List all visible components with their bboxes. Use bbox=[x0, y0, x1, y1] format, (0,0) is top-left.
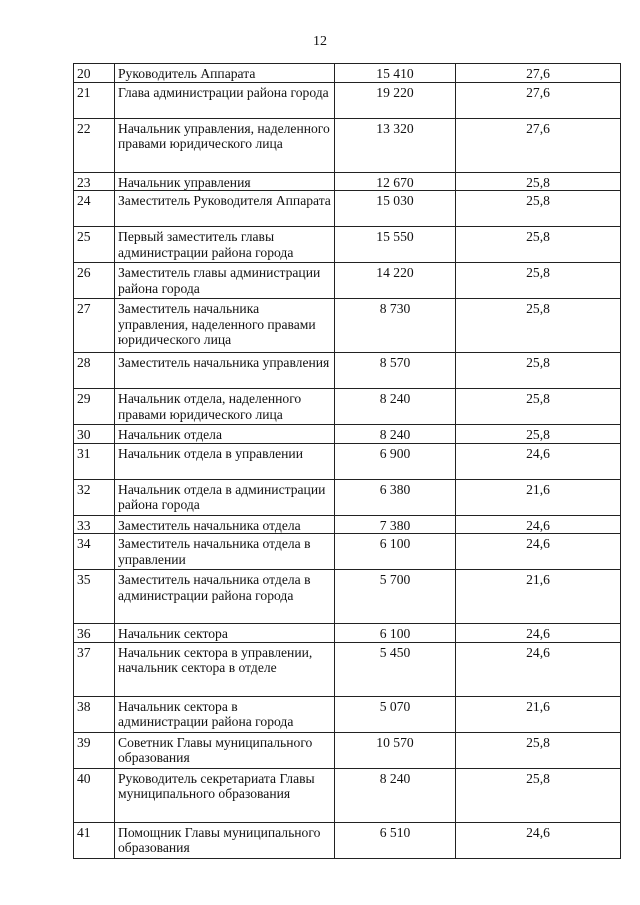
coefficient: 21,6 bbox=[456, 479, 621, 515]
table-row bbox=[74, 443, 621, 479]
position-title: Заместитель начальника отдела bbox=[115, 515, 335, 534]
coefficient: 25,8 bbox=[456, 172, 621, 191]
coefficient: 24,6 bbox=[456, 443, 621, 479]
row-number: 24 bbox=[74, 191, 115, 227]
table-row bbox=[74, 570, 621, 624]
coefficient: 25,8 bbox=[456, 227, 621, 263]
table-row bbox=[74, 227, 621, 263]
table-row bbox=[74, 696, 621, 732]
coefficient: 25,8 bbox=[456, 768, 621, 822]
position-title: Заместитель Руководителя Аппарата bbox=[115, 191, 335, 227]
coefficient: 24,6 bbox=[456, 534, 621, 570]
salary-amount: 6 380 bbox=[335, 479, 456, 515]
coefficient: 24,6 bbox=[456, 642, 621, 696]
table-row bbox=[74, 299, 621, 353]
position-title: Заместитель начальника управления, наделенного правами юридического лица bbox=[115, 299, 335, 353]
position-title: Начальник отдела в управлении bbox=[115, 443, 335, 479]
salary-amount: 8 240 bbox=[335, 768, 456, 822]
coefficient: 27,6 bbox=[456, 64, 621, 83]
row-number: 25 bbox=[74, 227, 115, 263]
position-title: Помощник Главы муниципального образования bbox=[115, 822, 335, 858]
salary-amount: 6 900 bbox=[335, 443, 456, 479]
salary-amount: 7 380 bbox=[335, 515, 456, 534]
row-number: 26 bbox=[74, 263, 115, 299]
position-title: Заместитель начальника отдела в управлении bbox=[115, 534, 335, 570]
row-number: 35 bbox=[74, 570, 115, 624]
table-row bbox=[74, 624, 621, 643]
row-number: 23 bbox=[74, 172, 115, 191]
salary-amount: 5 450 bbox=[335, 642, 456, 696]
salary-amount: 15 030 bbox=[335, 191, 456, 227]
coefficient: 25,8 bbox=[456, 732, 621, 768]
row-number: 31 bbox=[74, 443, 115, 479]
row-number: 21 bbox=[74, 82, 115, 118]
table-row bbox=[74, 64, 621, 83]
position-title: Руководитель Аппарата bbox=[115, 64, 335, 83]
table-row bbox=[74, 353, 621, 389]
table-row bbox=[74, 768, 621, 822]
salary-amount: 8 240 bbox=[335, 425, 456, 444]
salary-amount: 15 550 bbox=[335, 227, 456, 263]
coefficient: 27,6 bbox=[456, 82, 621, 118]
position-title: Начальник сектора в администрации района города bbox=[115, 696, 335, 732]
position-title: Начальник управления bbox=[115, 172, 335, 191]
positions-table bbox=[73, 63, 621, 859]
coefficient: 25,8 bbox=[456, 191, 621, 227]
row-number: 40 bbox=[74, 768, 115, 822]
coefficient: 27,6 bbox=[456, 118, 621, 172]
position-title: Глава администрации района города bbox=[115, 82, 335, 118]
coefficient: 25,8 bbox=[456, 263, 621, 299]
table-row bbox=[74, 822, 621, 858]
coefficient: 21,6 bbox=[456, 696, 621, 732]
position-title: Начальник отдела в администрации района города bbox=[115, 479, 335, 515]
position-title: Заместитель начальника отдела в администрации района города bbox=[115, 570, 335, 624]
salary-amount: 13 320 bbox=[335, 118, 456, 172]
position-title: Начальник отдела bbox=[115, 425, 335, 444]
salary-amount: 5 070 bbox=[335, 696, 456, 732]
table-row bbox=[74, 642, 621, 696]
row-number: 39 bbox=[74, 732, 115, 768]
row-number: 41 bbox=[74, 822, 115, 858]
coefficient: 24,6 bbox=[456, 515, 621, 534]
position-title: Начальник отдела, наделенного правами юридического лица bbox=[115, 389, 335, 425]
row-number: 22 bbox=[74, 118, 115, 172]
salary-amount: 12 670 bbox=[335, 172, 456, 191]
salary-amount: 19 220 bbox=[335, 82, 456, 118]
row-number: 37 bbox=[74, 642, 115, 696]
table-row bbox=[74, 389, 621, 425]
coefficient: 25,8 bbox=[456, 425, 621, 444]
table-row bbox=[74, 534, 621, 570]
position-title: Начальник сектора bbox=[115, 624, 335, 643]
table-row bbox=[74, 191, 621, 227]
table-row bbox=[74, 118, 621, 172]
salary-amount: 8 570 bbox=[335, 353, 456, 389]
row-number: 33 bbox=[74, 515, 115, 534]
row-number: 30 bbox=[74, 425, 115, 444]
row-number: 27 bbox=[74, 299, 115, 353]
table-row bbox=[74, 172, 621, 191]
salary-amount: 8 240 bbox=[335, 389, 456, 425]
coefficient: 24,6 bbox=[456, 624, 621, 643]
coefficient: 25,8 bbox=[456, 353, 621, 389]
salary-amount: 6 510 bbox=[335, 822, 456, 858]
table-row bbox=[74, 82, 621, 118]
table-row bbox=[74, 479, 621, 515]
page-number: 12 bbox=[313, 34, 327, 49]
row-number: 36 bbox=[74, 624, 115, 643]
row-number: 32 bbox=[74, 479, 115, 515]
coefficient: 25,8 bbox=[456, 389, 621, 425]
position-title: Первый заместитель главы администрации района города bbox=[115, 227, 335, 263]
salary-amount: 14 220 bbox=[335, 263, 456, 299]
salary-amount: 6 100 bbox=[335, 534, 456, 570]
position-title: Руководитель секретариата Главы муниципального образования bbox=[115, 768, 335, 822]
position-title: Заместитель начальника управления bbox=[115, 353, 335, 389]
row-number: 29 bbox=[74, 389, 115, 425]
row-number: 20 bbox=[74, 64, 115, 83]
position-title: Начальник сектора в управлении, начальник сектора в отделе bbox=[115, 642, 335, 696]
table-row bbox=[74, 732, 621, 768]
salary-amount: 5 700 bbox=[335, 570, 456, 624]
position-title: Советник Главы муниципального образования bbox=[115, 732, 335, 768]
row-number: 28 bbox=[74, 353, 115, 389]
position-title: Начальник управления, наделенного правами юридического лица bbox=[115, 118, 335, 172]
position-title: Заместитель главы администрации района города bbox=[115, 263, 335, 299]
coefficient: 21,6 bbox=[456, 570, 621, 624]
coefficient: 25,8 bbox=[456, 299, 621, 353]
coefficient: 24,6 bbox=[456, 822, 621, 858]
row-number: 38 bbox=[74, 696, 115, 732]
salary-amount: 6 100 bbox=[335, 624, 456, 643]
table-row bbox=[74, 515, 621, 534]
salary-amount: 8 730 bbox=[335, 299, 456, 353]
table-row bbox=[74, 425, 621, 444]
table-row bbox=[74, 263, 621, 299]
salary-amount: 10 570 bbox=[335, 732, 456, 768]
salary-amount: 15 410 bbox=[335, 64, 456, 83]
table-body bbox=[74, 64, 621, 859]
row-number: 34 bbox=[74, 534, 115, 570]
